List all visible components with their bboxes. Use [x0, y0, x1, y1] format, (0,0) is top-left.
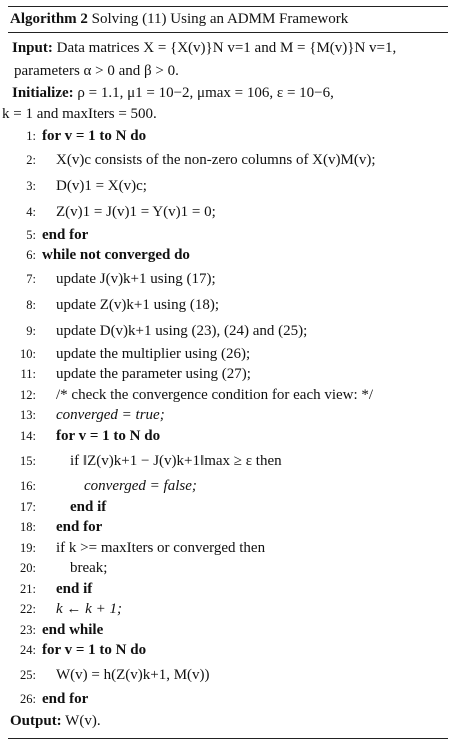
output-label: Output:	[10, 713, 62, 729]
step-line: 11: update the parameter using (27);	[20, 366, 251, 382]
step-line: 3: D(v)1 = X(v)c;	[26, 177, 147, 194]
algorithm-steps	[8, 124, 448, 709]
step-line: 2: X(v)c consists of the non-zero columns of X(v)M(v);	[26, 151, 376, 168]
step-line: 15: if ‖Z(v)k+1 − J(v)k+1‖max ≥ ε then	[20, 453, 282, 469]
algorithm-label: Algorithm 2	[10, 11, 88, 27]
step-line: 17: end if	[20, 498, 107, 515]
step-line: 1: for v = 1 to N do	[26, 128, 147, 144]
output-text: W(v).	[65, 713, 101, 729]
step-line: 23: end while	[20, 621, 104, 638]
step-line: 21: end if	[20, 580, 93, 597]
step-line: 10: update the multiplier using (26);	[20, 345, 251, 362]
step-line: 13: converged = true;	[20, 407, 165, 423]
input-line-2: parameters α > 0 and β > 0.	[14, 62, 179, 79]
step-line: 14: for v = 1 to N do	[20, 427, 161, 444]
algorithm-box	[2, 6, 448, 739]
step-line: 20: break;	[20, 560, 108, 576]
algorithm-caption	[8, 7, 448, 32]
step-line: 8: update Z(v)k+1 using (18);	[26, 296, 220, 313]
step-line: 24: for v = 1 to N do	[20, 642, 147, 658]
step-line: 16: converged = false;	[20, 478, 197, 494]
initialize-label: Initialize:	[12, 85, 74, 101]
step-line: 6: while not converged do	[26, 247, 190, 263]
step-line: 12: /* check the convergence condition for each view: */	[20, 386, 374, 403]
step-line: 18: end for	[20, 519, 103, 535]
output-block	[8, 709, 448, 732]
step-line: 22: k ← k + 1;	[20, 601, 122, 617]
bottom-rule	[8, 738, 448, 739]
step-line: 7: update J(v)k+1 using (17);	[26, 270, 216, 287]
step-line: 4: Z(v)1 = J(v)1 = Y(v)1 = 0;	[26, 203, 216, 220]
initialize-block	[2, 81, 448, 124]
algorithm-title: Solving (11) Using an ADMM Framework	[91, 11, 349, 27]
input-line-1: Data matrices X = {X(v)}N v=1 and M = {M(v)}N v=1,	[56, 39, 397, 56]
input-label: Input:	[12, 39, 53, 56]
step-line: 5: end for	[26, 226, 89, 243]
step-line: 19: if k >= maxIters or converged then	[20, 539, 266, 556]
input-block	[8, 33, 448, 82]
step-line: 25: W(v) = h(Z(v)k+1, M(v))	[20, 666, 210, 683]
initialize-line-2: k = 1 and maxIters = 500.	[2, 105, 157, 122]
initialize-line-1: ρ = 1.1, μ1 = 10−2, μmax = 106, ε = 10−6,	[77, 85, 334, 101]
step-line: 9: update D(v)k+1 using (23), (24) and (25);	[26, 322, 308, 339]
step-line: 26: end for	[20, 690, 89, 707]
